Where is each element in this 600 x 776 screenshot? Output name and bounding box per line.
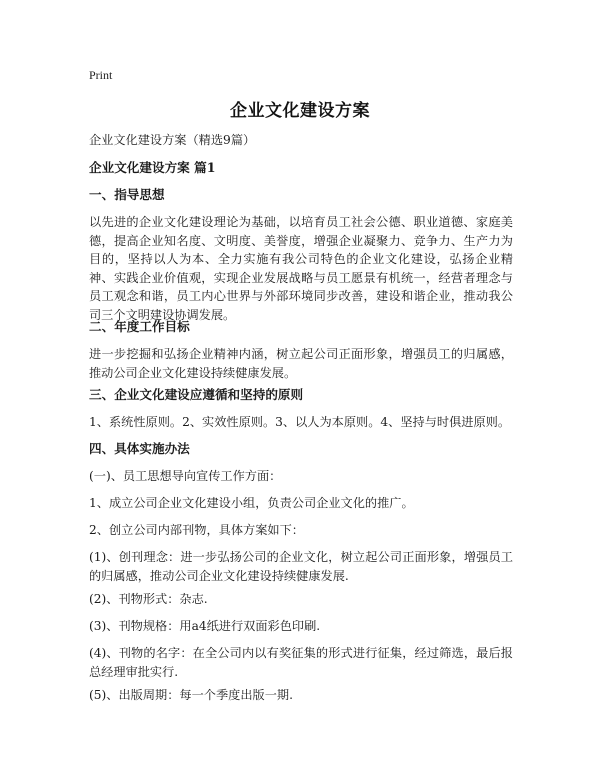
paragraph-journal-period: (5)、出版周期：每一个季度出版一期. xyxy=(89,688,293,702)
section-title: 企业文化建设方案 篇1 xyxy=(89,160,216,175)
heading-implementation: 四、具体实施办法 xyxy=(89,441,190,456)
paragraph-internal-journal: 2、创立公司内部刊物，具体方案如下： xyxy=(89,523,304,537)
paragraph-journal-name: (4)、刊物的名字：在全公司内以有奖征集的形式进行征集，经过筛选，最后报总经理审批实行. xyxy=(89,646,513,679)
paragraph-journal-concept: (1)、创刊理念：进一步弘扬公司的企业文化，树立起公司正面形象，增强员工的归属感，推动公司企业文化建设持续健康发展. xyxy=(89,550,513,583)
paragraph-annual-goals: 进一步挖掘和弘扬企业精神内涵，树立起公司正面形象，增强员工的归属感，推动公司企业文化建设持续健康发展。 xyxy=(89,347,513,380)
paragraph-culture-team: 1、成立公司企业文化建设小组，负责公司企业文化的推广。 xyxy=(89,496,414,510)
heading-guiding-ideology: 一、指导思想 xyxy=(89,187,165,202)
paragraph-guiding-ideology: 以先进的企业文化建设理论为基础，以培育员工社会公德、职业道德、家庭美德，提高企业知名度、文明度、美誉度，增强企业凝聚力、竞争力、生产力为目的，坚持以人为本、全力实施有我公司特色的企业文化建设，弘扬企业精神、实践企业价值观，实现企业发展战略与员工愿景有机统一，经营者理念与员工观念和谐，员工内心世界与外部环境同步改善，建设和谐企业，推动我公司三个文明建设协调发展。 xyxy=(89,215,513,322)
paragraph-journal-form: (2)、刊物形式：杂志. xyxy=(89,592,208,606)
paragraph-journal-spec: (3)、刊物规格：用a4纸进行双面彩色印刷. xyxy=(89,619,321,633)
print-label[interactable]: Print xyxy=(89,68,113,82)
heading-principles: 三、企业文化建设应遵循和坚持的原则 xyxy=(89,387,304,402)
paragraph-publicity-work: (一)、员工思想导向宣传工作方面： xyxy=(89,469,282,483)
heading-annual-goals: 二、年度工作目标 xyxy=(89,319,190,334)
document-subtitle: 企业文化建设方案（精选9篇） xyxy=(89,133,256,147)
document-title: 企业文化建设方案 xyxy=(230,101,370,121)
paragraph-principles: 1、系统性原则。2、实效性原则。3、以人为本原则。4、坚持与时俱进原则。 xyxy=(89,415,511,429)
